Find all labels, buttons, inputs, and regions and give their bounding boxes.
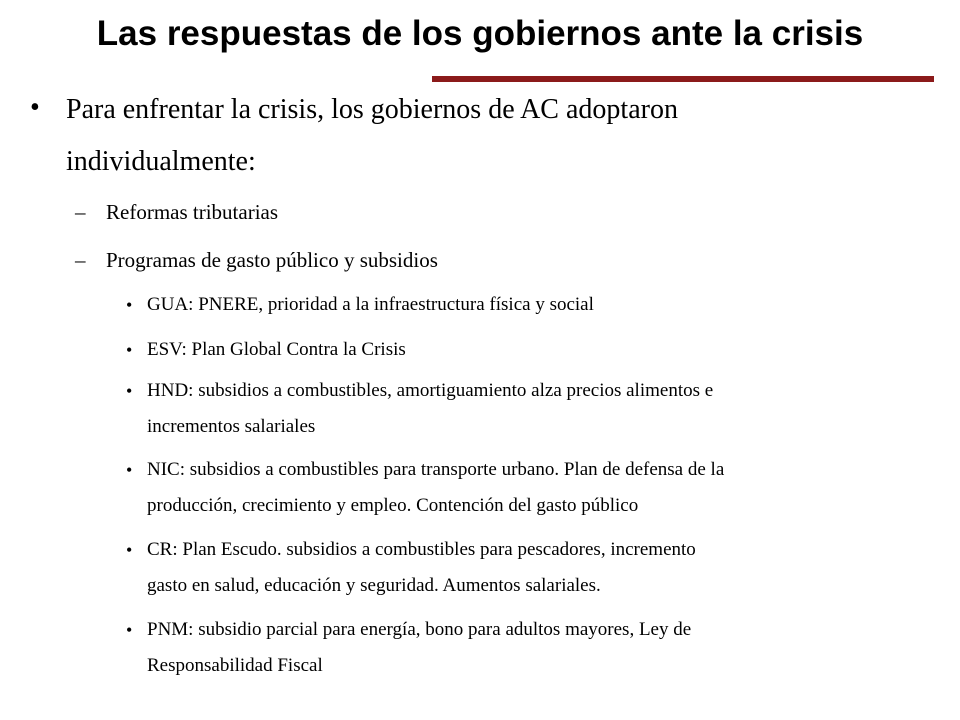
dash-icon: – xyxy=(75,200,86,224)
bullet-icon: • xyxy=(126,540,133,560)
intro-line-1: Para enfrentar la crisis, los gobiernos de AC adoptaron xyxy=(66,94,678,125)
bullet-icon: • xyxy=(126,381,133,401)
bullet-icon: • xyxy=(126,340,133,360)
country-item-pnm-line-1: PNM: subsidio parcial para energía, bono para adultos mayores, Ley de xyxy=(147,619,692,640)
sub-item-spending-programs: Programas de gasto público y subsidios xyxy=(106,248,438,272)
country-item-cr-line-2: gasto en salud, educación y seguridad. Aumentos salariales. xyxy=(147,575,601,596)
bullet-icon: • xyxy=(126,295,133,315)
country-item-pnm-line-2: Responsabilidad Fiscal xyxy=(147,655,323,676)
bullet-icon: • xyxy=(30,92,40,123)
bullet-icon: • xyxy=(126,620,133,640)
sub-item-tax-reforms: Reformas tributarias xyxy=(106,200,279,224)
country-item-esv: ESV: Plan Global Contra la Crisis xyxy=(147,339,406,360)
country-item-cr-line-1: CR: Plan Escudo. subsidios a combustibles para pescadores, incremento xyxy=(147,539,696,560)
country-item-gua: GUA: PNERE, prioridad a la infraestructura física y social xyxy=(147,294,594,315)
dash-icon: – xyxy=(75,248,86,272)
bullet-icon: • xyxy=(126,460,133,480)
country-item-nic-line-1: NIC: subsidios a combustibles para transporte urbano. Plan de defensa de la xyxy=(147,459,725,480)
country-item-hnd-line-1: HND: subsidios a combustibles, amortiguamiento alza precios alimentos e xyxy=(147,380,714,401)
intro-line-2: individualmente: xyxy=(66,146,256,177)
country-item-nic-line-2: producción, crecimiento y empleo. Contención del gasto público xyxy=(147,495,639,516)
country-item-hnd-line-2: incrementos salariales xyxy=(147,416,316,437)
slide-title: Las respuestas de los gobiernos ante la crisis xyxy=(96,14,864,53)
